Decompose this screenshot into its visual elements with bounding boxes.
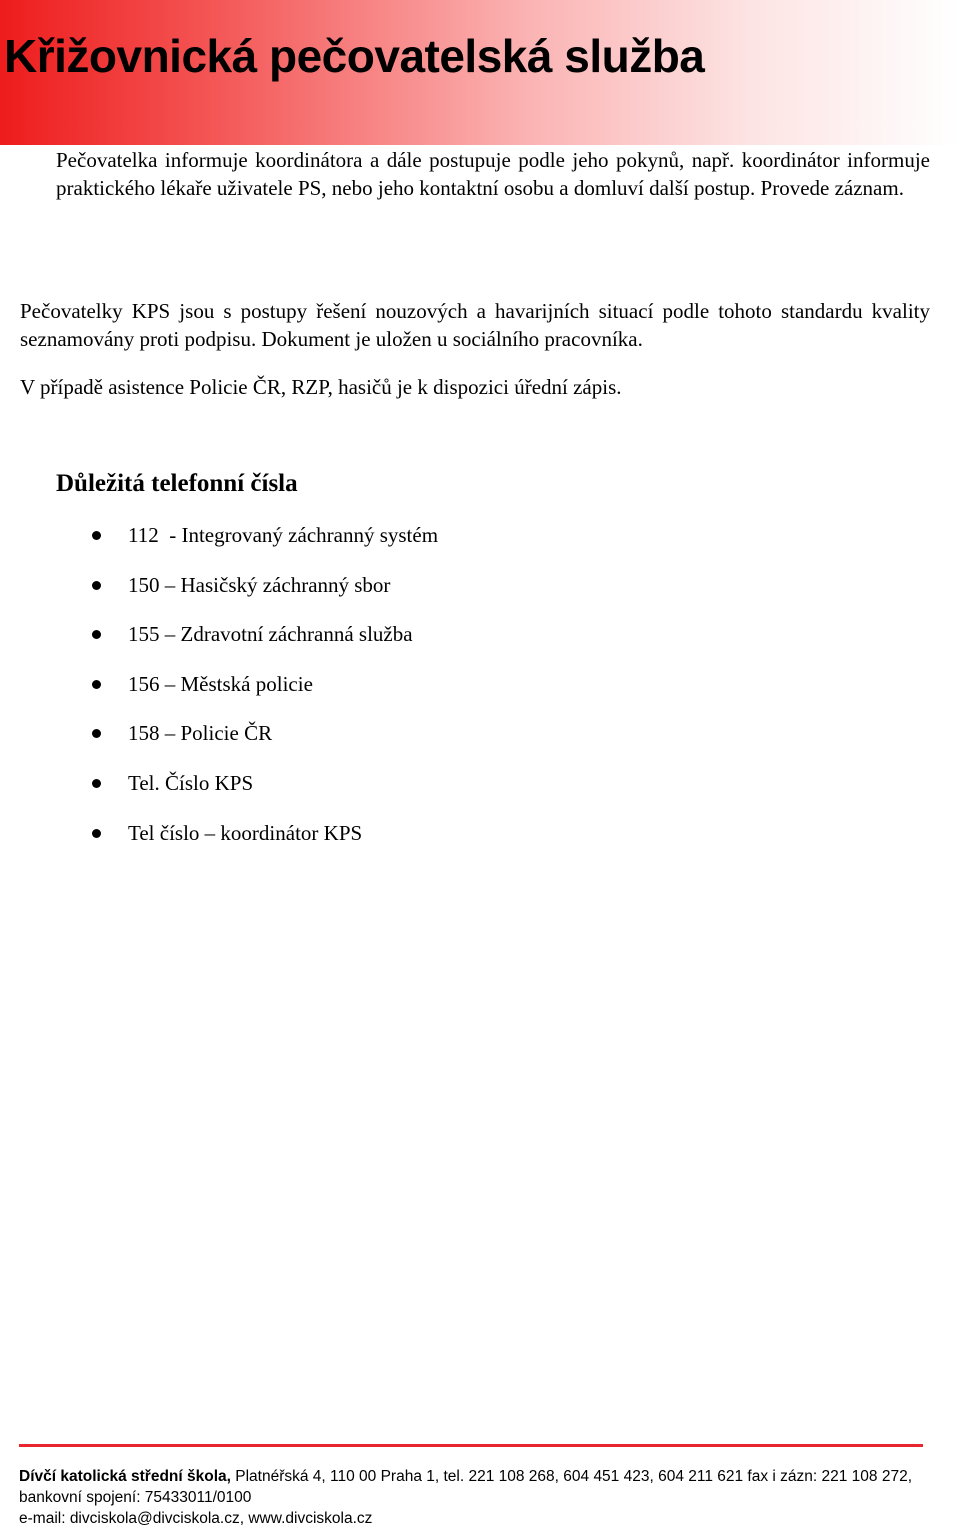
footer-address-phones: Platnéřská 4, 110 00 Praha 1, tel. 221 108 268, 604 451 423, 604 211 621 fax i zázn: 221 108 272,	[230, 1468, 913, 1485]
phone-item-text: 112 - Integrovaný záchranný systém	[128, 523, 439, 547]
footer-address-line	[19, 1466, 939, 1487]
phone-item-text: 158 – Policie ČR	[128, 721, 273, 746]
phone-list	[0, 521, 960, 868]
list-item	[0, 620, 960, 670]
bullet-icon	[92, 531, 101, 540]
footer-divider	[19, 1444, 923, 1447]
phone-item-text: Tel číslo – koordinátor KPS	[128, 820, 363, 845]
bullet-icon	[92, 680, 101, 689]
footer	[19, 1466, 939, 1529]
list-item	[0, 719, 960, 769]
bullet-icon	[92, 779, 101, 788]
list-item	[0, 670, 960, 720]
list-item	[0, 769, 960, 819]
bullet-icon	[92, 729, 101, 738]
footer-school-name: Dívčí katolická střední škola,	[19, 1468, 231, 1485]
page-title: Křižovnická pečovatelská služba	[4, 30, 705, 82]
section-heading-phones: Důležitá telefonní čísla	[56, 470, 298, 497]
list-item	[0, 571, 960, 621]
phone-item-text: 156 – Městská policie	[128, 671, 313, 696]
bullet-icon	[92, 630, 101, 639]
list-item	[0, 819, 960, 869]
footer-contact-line: e-mail: divciskola@divciskola.cz, www.divciskola.cz	[19, 1510, 373, 1527]
paragraph-coordinator-procedure: Pečovatelka informuje koordinátora a dále postupuje podle jeho pokynů, např. koordinátor informuje praktického lékaře uživatele PS, nebo jeho kontaktní osobu a domluví další postup. Provede záznam.	[56, 148, 930, 200]
phone-item-text: Tel. Číslo KPS	[128, 770, 254, 795]
phone-item-text: 155 – Zdravotní záchranná služba	[128, 622, 413, 647]
list-item	[0, 521, 960, 571]
footer-bank-line: bankovní spojení: 75433011/0100	[19, 1489, 252, 1506]
phone-item-text: 150 – Hasičský záchranný sbor	[128, 572, 391, 597]
paragraph-police-record: V případě asistence Policie ČR, RZP, hasičů je k dispozici úřední zápis.	[20, 375, 622, 399]
paragraph-staff-training: Pečovatelky KPS jsou s postupy řešení nouzových a havarijních situací podle tohoto standardu kvality seznamovány proti podpisu. Dokument je uložen u sociálního pracovníka.	[20, 299, 930, 351]
bullet-icon	[92, 829, 101, 838]
bullet-icon	[92, 581, 101, 590]
